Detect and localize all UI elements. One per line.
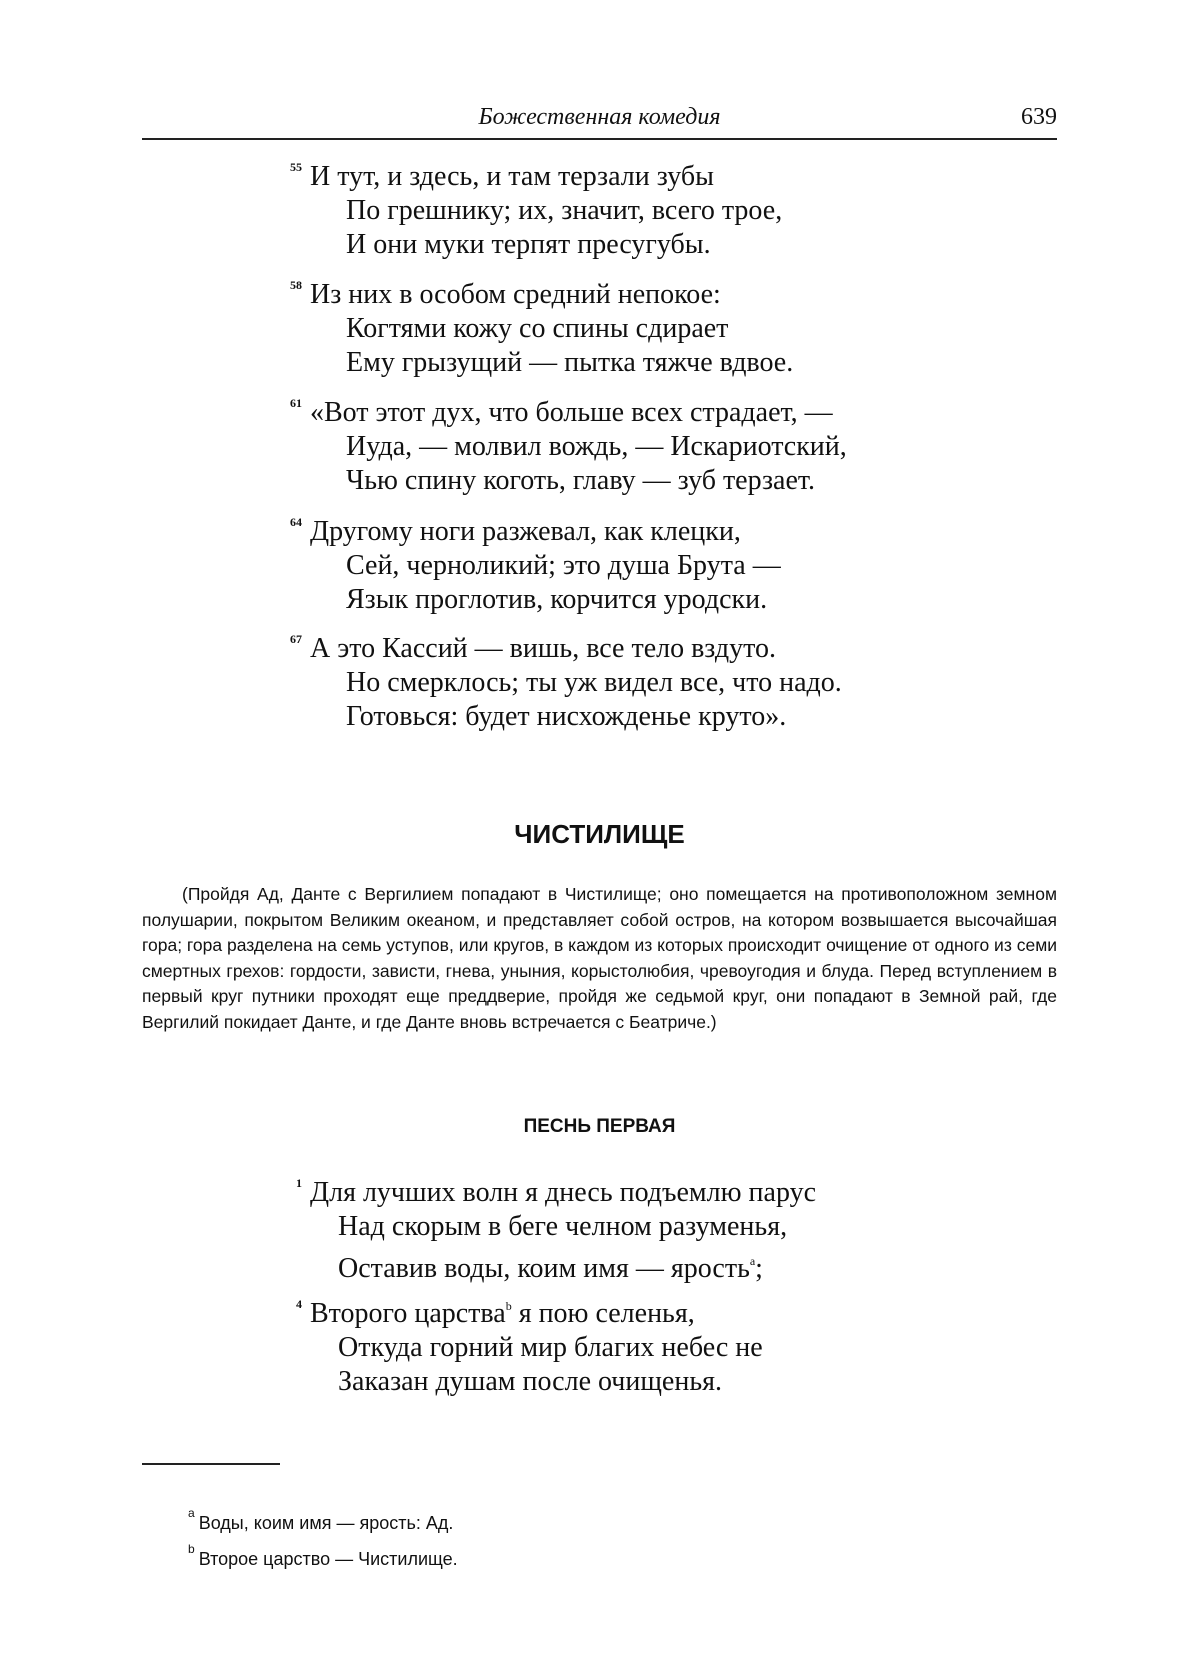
verse-line: По грешнику; их, значит, всего трое, (346, 195, 783, 226)
footnotes (188, 1500, 458, 1572)
footnote-marker: b (188, 1542, 195, 1556)
stanza-55 (290, 150, 782, 262)
line-number: 4 (296, 1297, 302, 1311)
footnote-marker: a (188, 1506, 195, 1520)
verse-line: Для лучших волн я днесь подъемлю парус (310, 1177, 817, 1208)
page-number: 639 (1021, 104, 1057, 130)
footnote-text: Второе царство — Чистилище. (198, 1549, 458, 1569)
stanza-58 (290, 268, 793, 380)
verse-line: Ему грызущий — пытка тяжче вдвое. (346, 347, 794, 378)
verse-line: Язык проглотив, корчится уродски. (346, 584, 768, 615)
footnote-marker[interactable]: a (749, 1254, 756, 1268)
verse-line: Когтями кожу со спины сдирает (346, 313, 729, 344)
verse-line: И они муки терпят пресугубы. (346, 229, 711, 260)
footnote-a (188, 1500, 458, 1536)
verse-line: Готовься: будет нисхожденье круто». (346, 701, 787, 732)
verse-line: Заказан душам после очищенья. (338, 1366, 722, 1397)
verse-text: Второго царства (310, 1298, 506, 1329)
verse-line: «Вот этот дух, что больше всех страдает, — (310, 397, 833, 428)
line-number: 67 (290, 632, 302, 646)
section-title: ЧИСТИЛИЩЕ (514, 819, 685, 849)
stanza-67 (290, 622, 842, 734)
stanza-64 (290, 505, 781, 617)
running-title: Божественная комедия (478, 104, 721, 130)
verse-line: Из них в особом средний непокое: (310, 279, 721, 310)
verse-line: Чью спину коготь, главу — зуб терзает. (346, 465, 815, 496)
footnote-text: Воды, коим имя — ярость: Ад. (198, 1513, 454, 1533)
line-number: 1 (296, 1176, 302, 1190)
running-head (142, 104, 1057, 138)
line-number: 64 (290, 515, 302, 529)
verse-line: Иуда, — молвил вождь, — Искариотский, (346, 431, 847, 462)
verse-line: Другому ноги разжевал, как клецки, (310, 516, 741, 547)
line-number: 58 (290, 278, 302, 292)
verse-line: А это Кассий — вишь, все тело вздуто. (310, 633, 776, 664)
verse-line: И тут, и здесь, и там терзали зубы (310, 161, 714, 192)
line-number: 61 (290, 396, 302, 410)
line-number: 55 (290, 160, 302, 174)
verse-punctuation: ; (755, 1253, 763, 1284)
canto-argument: (Пройдя Ад, Данте с Вергилием попадают в Чистилище; оно помещается на противоположном земном полушарии, покрытом Великим океаном, и представляет собой остров, на котором возвышается высочайшая гора; гора разделена на семь уступов, или кругов, в каждом из которых происходит очищение от одного из семи смертных грехов: гордости, зависти, гнева, уныния, корыстолюбия, чревоугодия и блуда. Перед вступлением в первый круг путники проходят еще преддверие, пройдя же седьмой круг, они попадают в Земной рай, где Вергилий покидает Данте, и где Данте вновь встречается с Беатриче.) (142, 884, 1057, 1032)
verse-line: Но смерклось; ты уж видел все, что надо. (346, 667, 842, 698)
canto-title: ПЕСНЬ ПЕРВАЯ (523, 1116, 676, 1137)
stanza-4 (296, 1287, 763, 1399)
verse-text: Оставив воды, коим имя — ярость (338, 1253, 750, 1284)
footnote-marker[interactable]: b (505, 1299, 512, 1313)
stanza-1 (296, 1166, 816, 1286)
verse-line: Откуда горний мир благих небес не (338, 1332, 763, 1363)
verse-line: Над скорым в беге челном разуменья, (338, 1211, 788, 1242)
verse-line: Сей, черноликий; это душа Брута — (346, 550, 781, 581)
stanza-61 (290, 386, 847, 498)
verse-line-with-note (296, 1244, 816, 1286)
header-rule (142, 138, 1057, 140)
footnote-rule (142, 1463, 280, 1465)
footnote-b (188, 1536, 458, 1572)
verse-text: я пою селенья, (511, 1298, 695, 1329)
